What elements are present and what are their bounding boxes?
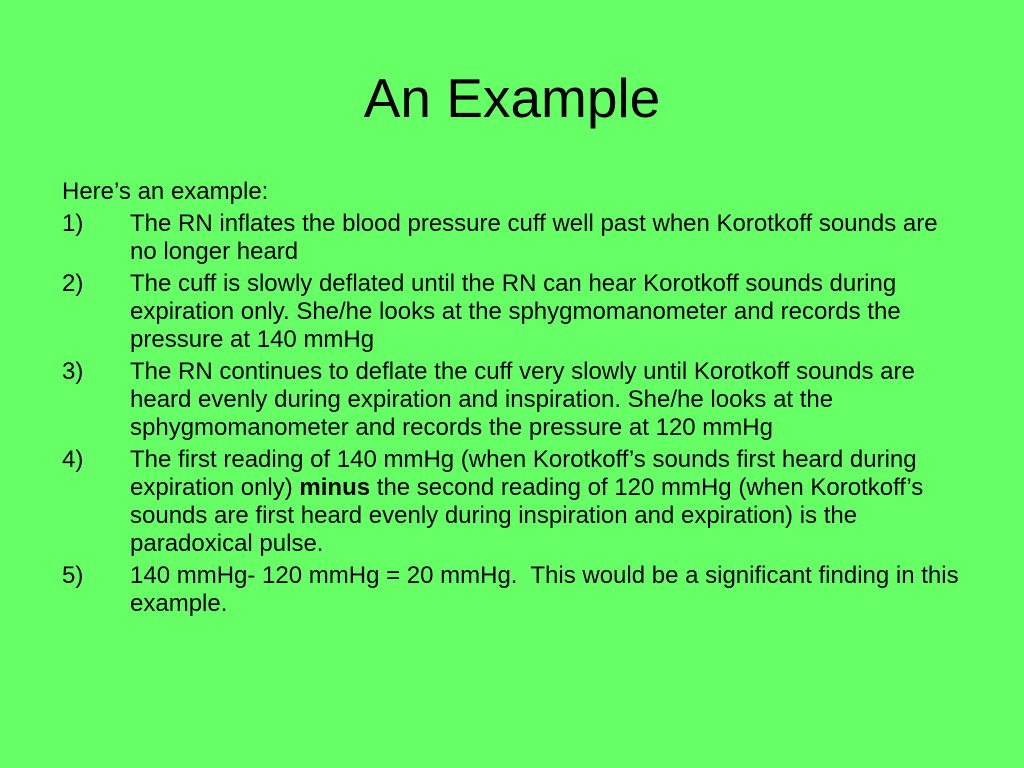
list-item-number: 5) <box>62 562 84 589</box>
list-item-number: 2) <box>62 270 84 297</box>
list-item-text: The cuff is slowly deflated until the RN can hear Korotkoff sounds during expiration only. She/he looks at the sphygmomanometer and records the pressure at 140 mmHg <box>130 270 901 353</box>
intro-text: Here’s an example: <box>62 178 269 205</box>
list-item-5 <box>62 562 966 618</box>
list-item-number: 3) <box>62 358 84 385</box>
list-item-text: The RN continues to deflate the cuff very slowly until Korotkoff sounds are heard evenly during expiration and inspiration. She/he looks at the sphygmomanometer and records the pressure at 120 mmHg <box>130 358 915 441</box>
list-item-4 <box>62 446 962 558</box>
text-segment: The first reading of 140 mmHg (when Korotkoff’s sounds first heard during expiration only) <box>130 446 917 501</box>
slide-body <box>62 178 966 622</box>
list-item-number: 4) <box>62 446 84 473</box>
list-item-number: 1) <box>62 210 84 237</box>
list-item-3 <box>62 358 962 442</box>
list-item-text: 140 mmHg- 120 mmHg = 20 mmHg. This would be a significant finding in this example. <box>130 562 966 617</box>
slide-title: An Example <box>363 67 661 129</box>
list-item-2 <box>62 270 962 354</box>
emphasis-text: minus <box>299 474 371 501</box>
list-item-1 <box>62 210 962 266</box>
list-item-text: The RN inflates the blood pressure cuff well past when Korotkoff sounds are no longer heard <box>130 210 938 265</box>
list-item-text <box>130 446 962 558</box>
text-segment: the second reading of 120 mmHg (when Korotkoff’s sounds are first heard evenly during inspiration and expiration) is the paradoxical pulse. <box>130 474 924 557</box>
